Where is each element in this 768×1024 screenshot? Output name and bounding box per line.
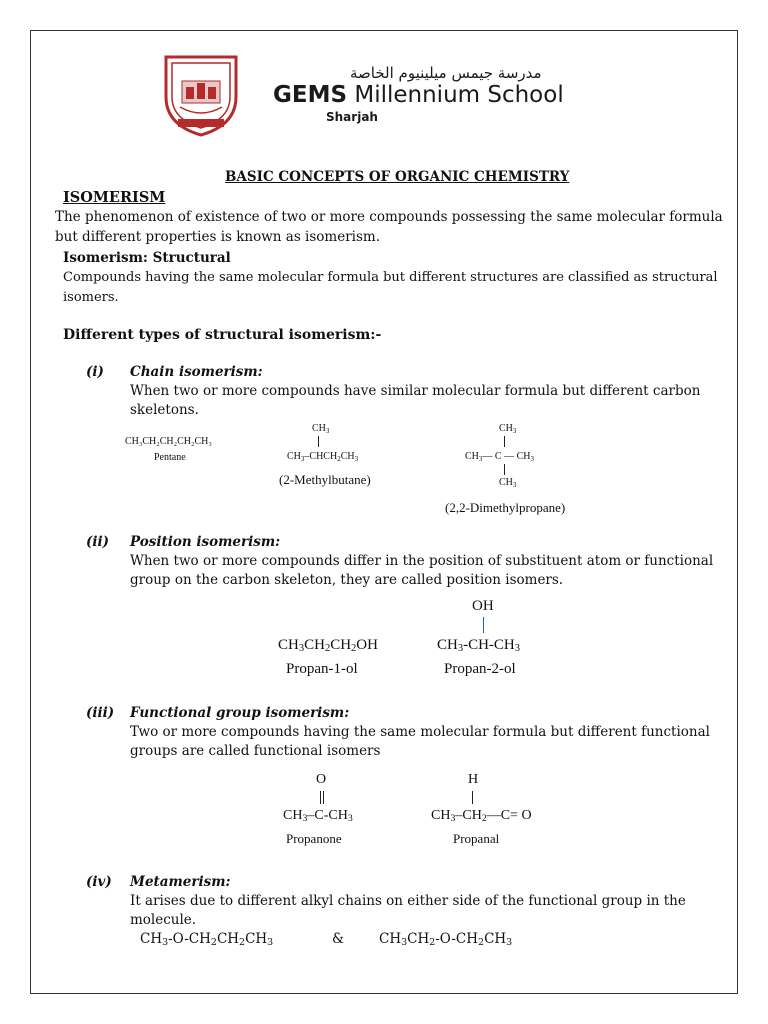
methylbutane-bond	[318, 436, 319, 447]
functional-title: Functional group isomerism:	[130, 705, 350, 721]
functional-line2: groups are called functional isomers	[130, 743, 381, 759]
propanone-name: Propanone	[286, 831, 342, 846]
pentane-formula: CH₃CH₂CH₂CH₂CH₃	[125, 436, 212, 447]
metamer-formula-1: $CH_3-O-CH_2CH_2CH_3$	[140, 931, 274, 948]
methylbutane-ch3-top: $CH_3$	[312, 423, 330, 435]
school-name-arabic: مدرسة جيمس ميلينيوم الخاصة	[350, 64, 542, 82]
dimethylpropane-ch3-bottom: $CH_3$	[499, 477, 517, 489]
propan2ol-oh: OH	[472, 598, 494, 614]
propanone-oxygen: O	[316, 772, 327, 787]
functional-line1: Two or more compounds having the same molecular formula but different functional	[130, 724, 710, 740]
propanal-formula: $CH_3-CH_2—C= O$	[431, 808, 532, 824]
structural-line1: Compounds having the same molecular formula but different structures are classified as structural	[63, 270, 718, 285]
position-number: (ii)	[86, 534, 110, 550]
structural-line2: isomers.	[63, 290, 119, 305]
dimethylpropane-formula: $CH_3—$ C — $CH_3$	[465, 451, 534, 463]
propanal-hydrogen: H	[468, 772, 479, 787]
propanone-double-bond-b	[323, 791, 324, 804]
dimethylpropane-ch3-top: $CH_3$	[499, 423, 517, 435]
structural-heading: Isomerism: Structural	[63, 250, 231, 266]
page-title: BASIC CONCEPTS OF ORGANIC CHEMISTRY	[225, 169, 570, 185]
position-line2: group on the carbon skeleton, they are called position isomers.	[130, 572, 564, 588]
isomerism-heading: ISOMERISM	[63, 189, 166, 206]
dimethylpropane-name: (2,2-Dimethylpropane)	[445, 500, 566, 515]
methylbutane-formula: $CH_3-CHCH_2CH_3$	[287, 451, 359, 463]
position-line1: When two or more compounds differ in the position of substituent atom or functional	[130, 553, 714, 569]
propan2ol-name: Propan-2-ol	[444, 661, 516, 677]
propan2ol-formula: $CH_3-CH-CH_3$	[437, 637, 521, 654]
propanal-bond	[472, 791, 473, 804]
school-crest-logo	[160, 53, 242, 137]
chain-line2: skeletons.	[130, 402, 199, 418]
chain-number: (i)	[86, 364, 104, 380]
propan1ol-name: Propan-1-ol	[286, 661, 358, 677]
chain-title: Chain isomerism:	[130, 364, 263, 380]
dimethylpropane-bond-top	[504, 436, 505, 447]
propan1ol-formula: $CH_3CH_2CH_2OH$	[278, 637, 378, 654]
metamerism-title: Metamerism:	[130, 874, 231, 890]
isomerism-definition-line2: but different properties is known as isomerism.	[55, 229, 381, 245]
types-heading: Different types of structural isomerism:-	[63, 327, 382, 343]
chain-line1: When two or more compounds have similar molecular formula but different carbon	[130, 383, 701, 399]
metamerism-line2: molecule.	[130, 912, 197, 928]
school-name: GEMS Millennium School	[273, 82, 564, 108]
dimethylpropane-bond-bottom	[504, 464, 505, 475]
propanal-name: Propanal	[453, 831, 500, 846]
metamerism-number: (iv)	[86, 874, 112, 890]
pentane-name: Pentane	[154, 452, 186, 463]
isomerism-definition-line1: The phenomenon of existence of two or more compounds possessing the same molecular formula	[55, 209, 723, 225]
metamer-formula-2: $CH_3CH_2-O-CH_2CH_3$	[379, 931, 513, 948]
methylbutane-name: (2-Methylbutane)	[279, 472, 371, 487]
propanone-double-bond-a	[320, 791, 321, 804]
school-city: Sharjah	[326, 110, 378, 124]
position-title: Position isomerism:	[130, 534, 281, 550]
propan2ol-bond	[483, 617, 484, 633]
metamer-ampersand: &	[332, 931, 345, 947]
metamerism-line1: It arises due to different alkyl chains on either side of the functional group in the	[130, 893, 686, 909]
propanone-formula: $CH_3-C-CH_3$	[283, 808, 353, 824]
functional-number: (iii)	[86, 705, 115, 721]
